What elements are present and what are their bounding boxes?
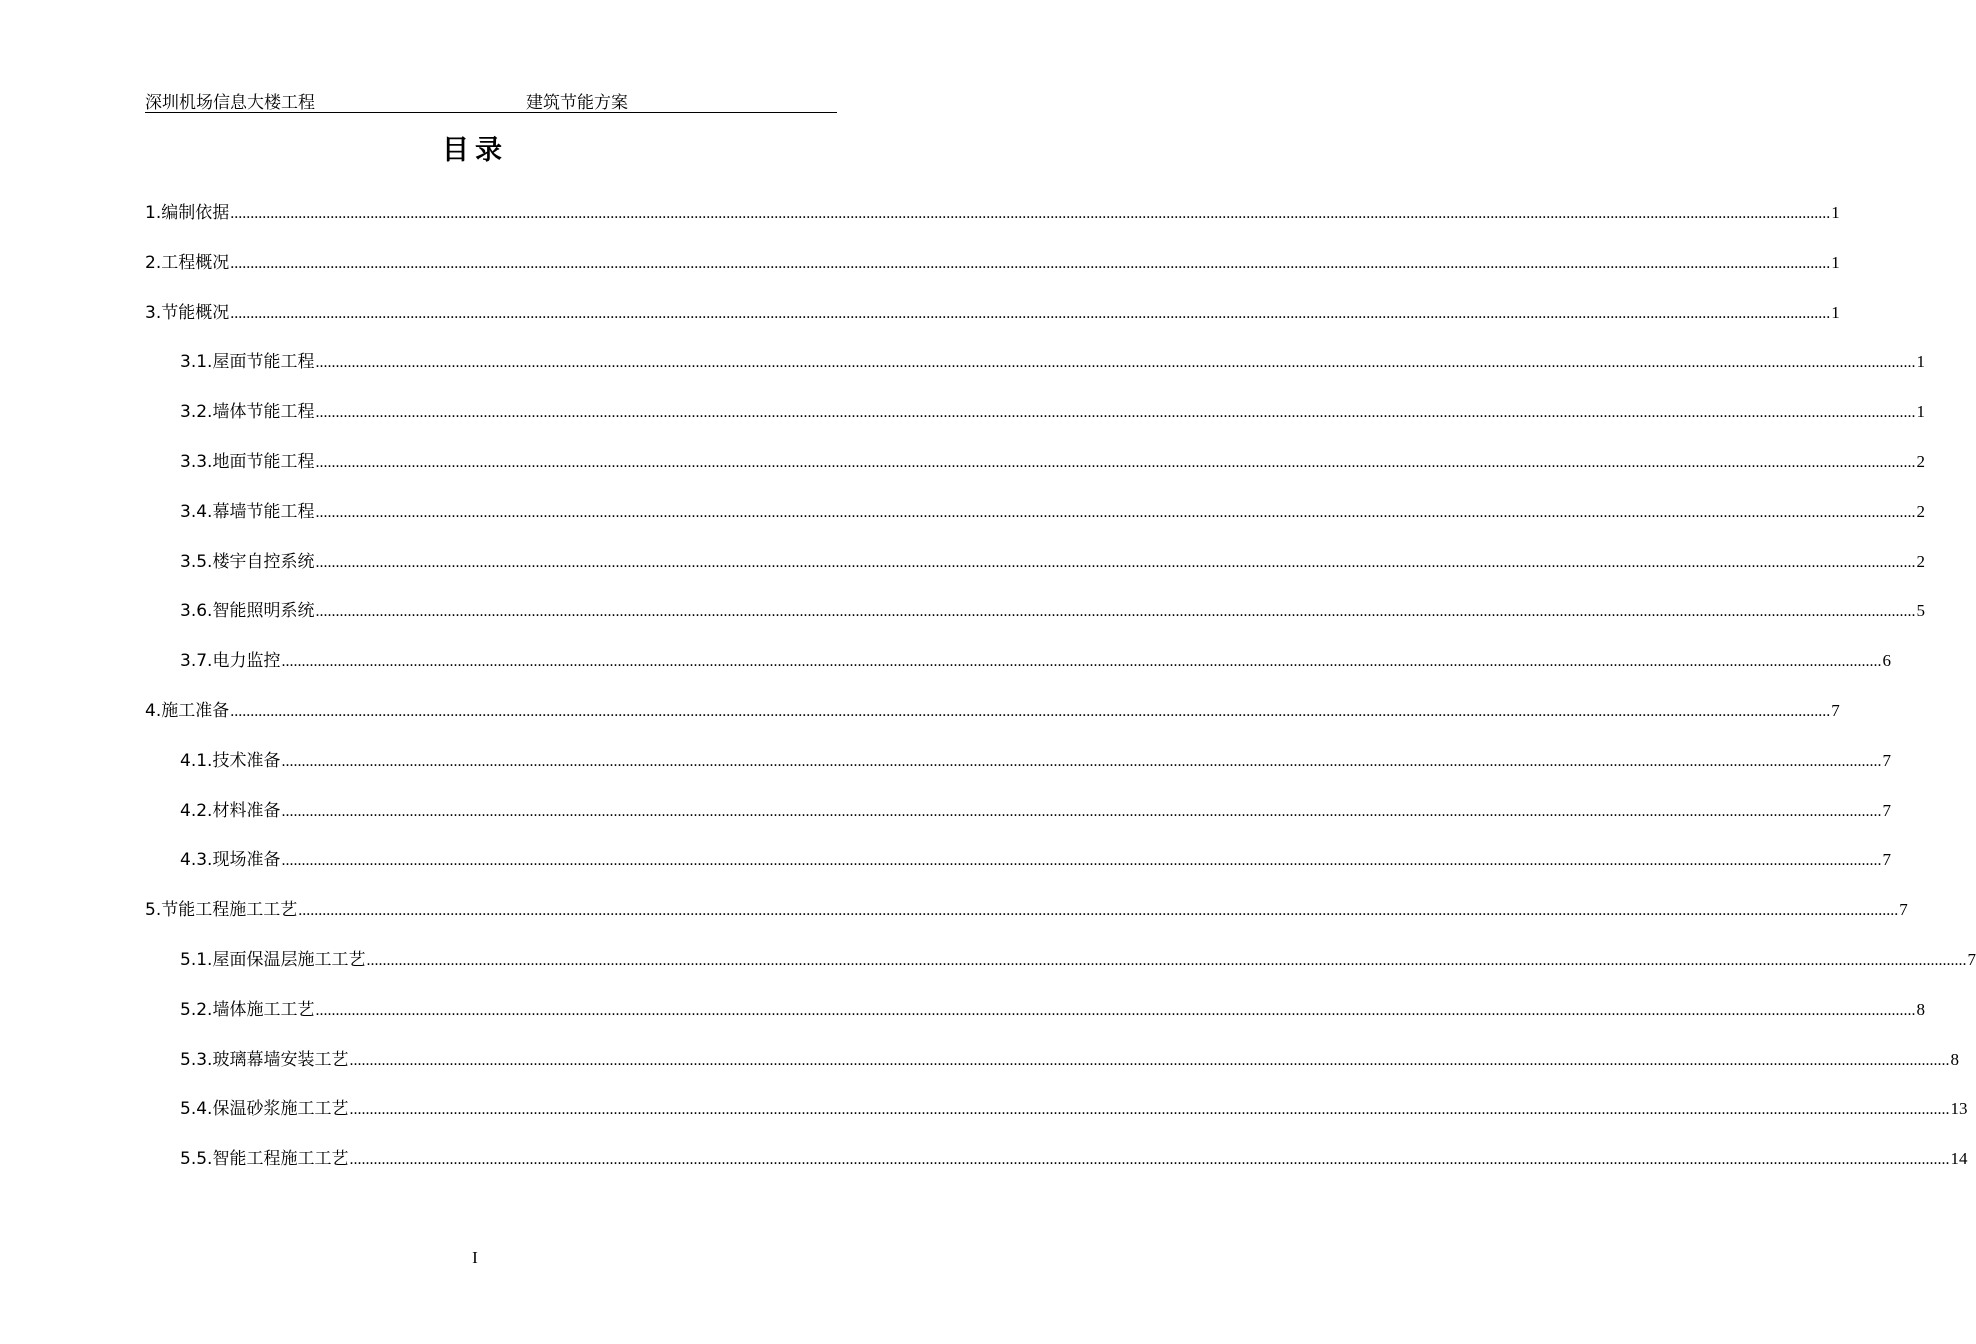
toc-leader-dots: ................................................................................................................................................................................................................................................................................................................................................................................................................ — [315, 404, 1916, 422]
toc-entry-number: 3.2. — [180, 402, 213, 423]
toc-entry-title: 玻璃幕墙安装工艺 — [212, 1049, 349, 1070]
toc-entry[interactable] — [145, 696, 1840, 722]
toc-leader-dots: ................................................................................................................................................................................................................................................................................................................................................................................................................ — [315, 603, 1916, 621]
toc-entry-page: 6 — [1882, 651, 1891, 671]
toc-entry-page: 1 — [1916, 352, 1925, 372]
toc-entry[interactable] — [145, 298, 1840, 324]
toc-entry-title: 编制依据 — [161, 203, 230, 223]
toc-entry[interactable] — [145, 945, 1976, 971]
toc-entry-title: 楼宇自控系统 — [212, 551, 315, 572]
toc-entry[interactable] — [145, 796, 1891, 822]
toc-entry-number: 3.4. — [180, 501, 213, 522]
toc-entry-title: 电力监控 — [212, 651, 281, 672]
toc-entry-title: 智能照明系统 — [212, 601, 315, 622]
toc-leader-dots: ................................................................................................................................................................................................................................................................................................................................................................................................................ — [366, 952, 1967, 969]
toc-entry-number: 4.2. — [180, 800, 213, 821]
toc-entry-title: 节能概况 — [161, 302, 230, 323]
toc-leader-dots: ................................................................................................................................................................................................................................................................................................................................................................................................................ — [298, 902, 1899, 920]
toc-entry-number: 5.1. — [180, 950, 213, 970]
page-header — [145, 86, 837, 113]
toc-entry-title: 材料准备 — [212, 800, 281, 821]
footer-page-number: I — [472, 1248, 478, 1267]
toc-entry-number: 4. — [145, 701, 162, 721]
toc-entry-title: 智能工程施工工艺 — [212, 1149, 349, 1170]
toc-entry-page: 7 — [1831, 701, 1840, 720]
toc-leader-dots: ................................................................................................................................................................................................................................................................................................................................................................................................................ — [230, 205, 1831, 222]
toc-entry[interactable] — [145, 547, 1925, 573]
toc-leader-dots: ................................................................................................................................................................................................................................................................................................................................................................................................................ — [230, 703, 1831, 720]
toc-leader-dots: ................................................................................................................................................................................................................................................................................................................................................................................................................ — [315, 503, 1916, 521]
toc-entry-page: 1 — [1831, 203, 1840, 222]
header-document-title: 建筑节能方案 — [526, 93, 628, 113]
toc-entry-title: 幕墙节能工程 — [212, 501, 315, 522]
toc-leader-dots: ................................................................................................................................................................................................................................................................................................................................................................................................................ — [349, 1101, 1950, 1119]
toc-entry-number: 3.5. — [180, 551, 213, 572]
toc-entry-page: 14 — [1950, 1149, 1968, 1169]
toc-leader-dots: ................................................................................................................................................................................................................................................................................................................................................................................................................ — [230, 254, 1831, 272]
toc-entry[interactable] — [145, 447, 1925, 473]
toc-entry-title: 工程概况 — [161, 252, 230, 273]
toc-entry[interactable] — [145, 397, 1925, 423]
toc-leader-dots: ................................................................................................................................................................................................................................................................................................................................................................................................................ — [315, 354, 1916, 372]
toc-entry-number: 4.1. — [180, 750, 213, 771]
toc-entry-title: 施工准备 — [161, 701, 230, 721]
toc-leader-dots: ................................................................................................................................................................................................................................................................................................................................................................................................................ — [315, 454, 1916, 471]
toc-entry-number: 3.7. — [180, 651, 213, 672]
toc-entry-page: 7 — [1882, 750, 1891, 770]
toc-entry-page: 2 — [1916, 551, 1925, 571]
toc-entry-number: 3.6. — [180, 601, 213, 622]
toc-leader-dots: ................................................................................................................................................................................................................................................................................................................................................................................................................ — [281, 752, 1882, 770]
toc-entry[interactable] — [145, 198, 1840, 224]
toc-entry-page: 1 — [1916, 402, 1925, 422]
toc-entry[interactable] — [145, 746, 1891, 772]
toc-entry-page: 13 — [1950, 1099, 1968, 1119]
toc-entry-number: 3.3. — [180, 452, 213, 472]
toc-entry-title: 墙体施工工艺 — [212, 999, 315, 1020]
toc-entry[interactable] — [145, 646, 1891, 672]
toc-entry[interactable] — [145, 845, 1891, 871]
toc-title: 目录 — [442, 135, 508, 166]
toc-entry-page: 7 — [1882, 800, 1891, 820]
toc-leader-dots: ................................................................................................................................................................................................................................................................................................................................................................................................................ — [315, 553, 1916, 571]
toc-leader-dots: ................................................................................................................................................................................................................................................................................................................................................................................................................ — [315, 1001, 1916, 1019]
header-project-name: 深圳机场信息大楼工程 — [145, 93, 315, 113]
toc-entry-number: 1. — [145, 203, 162, 223]
toc-entry[interactable] — [145, 1045, 1959, 1071]
toc-leader-dots: ................................................................................................................................................................................................................................................................................................................................................................................................................ — [281, 852, 1882, 870]
toc-entry-title: 墙体节能工程 — [212, 402, 315, 423]
toc-entry-page: 2 — [1916, 452, 1925, 471]
toc-entry-number: 5.4. — [180, 1099, 213, 1120]
toc-leader-dots: ................................................................................................................................................................................................................................................................................................................................................................................................................ — [349, 1151, 1950, 1169]
toc-entry-page: 7 — [1882, 850, 1891, 870]
toc-entry-page: 8 — [1950, 1049, 1959, 1069]
toc-entry[interactable] — [145, 248, 1840, 274]
toc-entry-page: 8 — [1916, 999, 1925, 1019]
toc-entry-page: 5 — [1916, 601, 1925, 621]
toc-leader-dots: ................................................................................................................................................................................................................................................................................................................................................................................................................ — [230, 304, 1831, 322]
toc-entry-page: 1 — [1831, 252, 1840, 272]
toc-entry[interactable] — [145, 347, 1925, 373]
toc-leader-dots: ................................................................................................................................................................................................................................................................................................................................................................................................................ — [349, 1051, 1950, 1069]
toc-entry[interactable] — [145, 497, 1925, 523]
toc-entry-number: 5.2. — [180, 999, 213, 1020]
toc-leader-dots: ................................................................................................................................................................................................................................................................................................................................................................................................................ — [281, 653, 1882, 671]
toc-entry[interactable] — [145, 1094, 1968, 1120]
toc-leader-dots: ................................................................................................................................................................................................................................................................................................................................................................................................................ — [281, 802, 1882, 820]
toc-entry[interactable] — [145, 596, 1925, 622]
toc-entry-title: 保温砂浆施工工艺 — [212, 1099, 349, 1120]
toc-entry-number: 3. — [145, 302, 162, 323]
toc-entry-page: 2 — [1916, 501, 1925, 521]
toc-entry-number: 2. — [145, 252, 162, 273]
toc-entry-title: 节能工程施工工艺 — [161, 900, 298, 921]
toc-entry-page: 1 — [1831, 302, 1840, 322]
toc-entry-title: 技术准备 — [212, 750, 281, 771]
toc-entry[interactable] — [145, 995, 1925, 1021]
toc-entry-page: 7 — [1967, 950, 1976, 969]
toc-entry-number: 4.3. — [180, 850, 213, 871]
toc-entry-number: 5.3. — [180, 1049, 213, 1070]
toc-entry-title: 地面节能工程 — [212, 452, 315, 472]
toc-entry-number: 5.5. — [180, 1149, 213, 1170]
toc-entry-title: 现场准备 — [212, 850, 281, 871]
toc-entry-page: 7 — [1899, 900, 1908, 920]
toc-entry-number: 3.1. — [180, 352, 213, 373]
toc-entry-title: 屋面保温层施工工艺 — [212, 950, 366, 970]
toc-entry[interactable] — [145, 1144, 1968, 1170]
toc-entry-number: 5. — [145, 900, 162, 921]
toc-entry[interactable] — [145, 895, 1908, 921]
toc-entry-title: 屋面节能工程 — [212, 352, 315, 373]
